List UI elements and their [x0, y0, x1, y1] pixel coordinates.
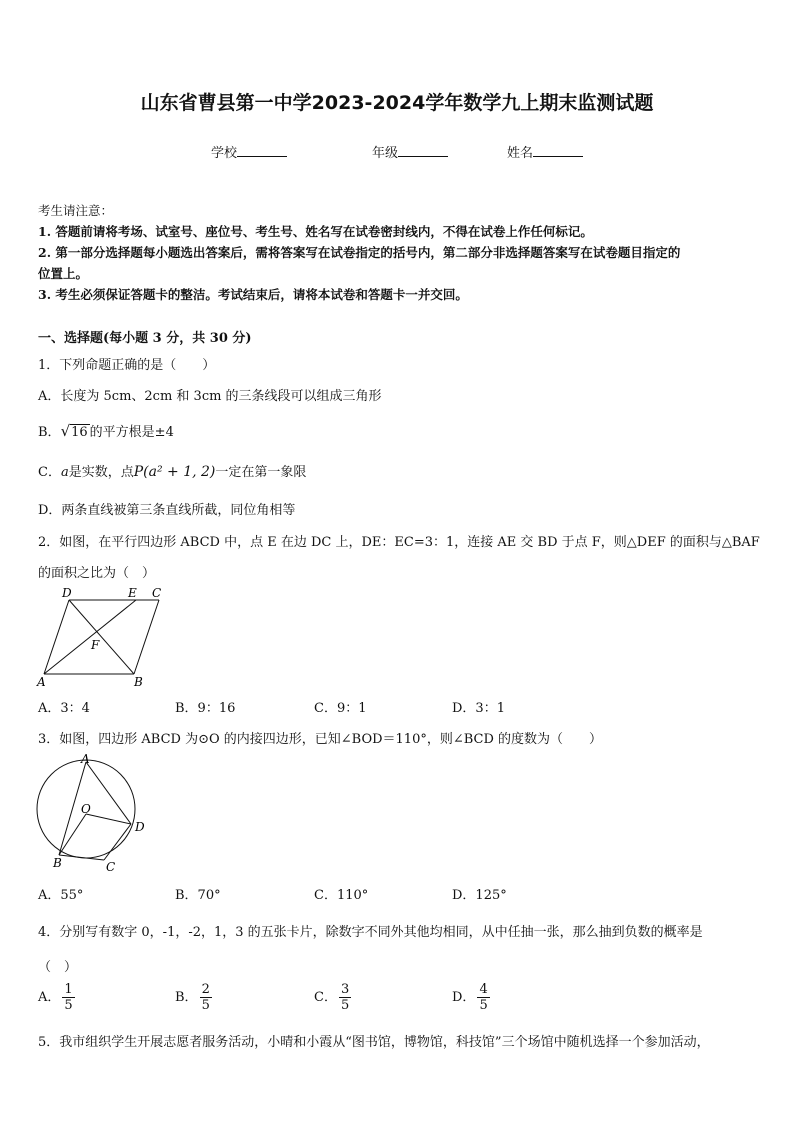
label-D: D: [135, 820, 145, 834]
question-5-stem: 5．我市组织学生开展志愿者服务活动，小晴和小霞从“图书馆，博物馆，科技馆”三个场馆中随机选择一个参加活动，: [38, 1035, 710, 1050]
question-4-option-c: [314, 982, 351, 1013]
label-E: E: [128, 586, 137, 600]
option-c-text: 一定在第一象限: [215, 465, 307, 480]
question-2-option-c: C．9：1: [314, 701, 367, 716]
school-field[interactable]: [211, 142, 287, 161]
numerator: 1: [64, 982, 73, 997]
question-1-option-a: A．长度为 5cm、2cm 和 3cm 的三条线段可以组成三角形: [38, 389, 382, 404]
question-2-stem: 2．如图，在平行四边形 ABCD 中，点 E 在边 DC 上，DE：EC=3：1，连接 AE 交 BD 于点 F，则△DEF 的面积与△BAF: [38, 535, 760, 550]
label-D: D: [62, 586, 72, 600]
question-3-option-d: D．125°: [452, 888, 507, 903]
option-c-letter: C．: [38, 465, 61, 480]
grade-label: 年级: [372, 146, 399, 161]
fraction: [200, 982, 212, 1013]
notice-block: [38, 200, 680, 305]
question-4-option-d: [452, 982, 490, 1013]
fraction: [62, 982, 74, 1013]
option-b-letter: B．: [38, 425, 61, 440]
school-blank[interactable]: [237, 144, 287, 157]
label-B: B: [53, 856, 62, 870]
notice-item: 2. 第一部分选择题每小题选出答案后，需将答案写在试卷指定的括号内，第二部分非选择题答案写在试卷题目指定的: [38, 245, 681, 260]
name-blank[interactable]: [533, 144, 583, 157]
denominator: 5: [201, 998, 210, 1013]
point-expression: P(a² + 1, 2): [133, 464, 216, 480]
page-title: 山东省曹县第一中学2023-2024学年数学九上期末监测试题: [140, 92, 654, 114]
numerator: 3: [340, 982, 350, 997]
question-4-stem-cont: （ ）: [38, 960, 78, 975]
option-c-mid: 是实数，点: [68, 465, 134, 480]
label-A: A: [81, 752, 90, 766]
label-C: C: [106, 860, 116, 874]
question-4-option-a: [38, 982, 75, 1013]
school-label: 学校: [211, 146, 238, 161]
notice-item: 1. 答题前请将考场、试室号、座位号、考生号、姓名写在试卷密封线内，不得在试卷上作任何标记。: [38, 224, 593, 239]
question-4-option-b: [175, 982, 212, 1013]
numerator: 2: [201, 982, 210, 997]
question-2-stem-cont: 的面积之比为（ ）: [38, 566, 156, 581]
denominator: 5: [64, 998, 73, 1013]
sqrt-icon: √: [60, 422, 71, 440]
question-3-option-c: C．110°: [314, 888, 369, 903]
grade-field[interactable]: [372, 142, 448, 161]
question-4-stem: 4．分别写有数字 0，-1，-2，1，3 的五张卡片，除数字不同外其他均相同，从中任抽一张，那么抽到负数的概率是: [38, 925, 703, 940]
question-1-option-d: D．两条直线被第三条直线所截，同位角相等: [38, 503, 296, 518]
question-3-option-a: A．55°: [38, 888, 84, 903]
name-field[interactable]: [507, 142, 583, 161]
variable-a: a: [60, 465, 69, 480]
question-2-option-b: B．9：16: [175, 701, 236, 716]
option-letter: A．: [38, 990, 61, 1005]
option-b-text: 的平方根是±4: [89, 425, 174, 440]
option-letter: B．: [175, 990, 198, 1005]
notice-item: 位置上。: [38, 266, 89, 281]
section-title: 一、选择题(每小题 3 分，共 30 分): [38, 331, 252, 346]
question-1-stem: 1．下列命题正确的是（ ）: [38, 358, 216, 373]
question-3-option-b: B．70°: [175, 888, 221, 903]
label-O: O: [81, 802, 91, 816]
numerator: 4: [479, 982, 488, 997]
label-F: F: [91, 638, 100, 652]
question-2-option-a: A．3：4: [38, 701, 90, 716]
parallelogram-figure: [34, 584, 174, 690]
notice-heading: 考生请注意：: [38, 203, 114, 218]
label-A: A: [37, 675, 46, 689]
radicand: 16: [71, 425, 88, 440]
fraction: [339, 982, 351, 1013]
question-1-option-b: [38, 421, 174, 440]
grade-blank[interactable]: [398, 144, 448, 157]
label-B: B: [134, 675, 143, 689]
denominator: 5: [340, 998, 350, 1013]
notice-item: 3. 考生必须保证答题卡的整洁。考试结束后，请将本试卷和答题卡一并交回。: [38, 287, 468, 302]
option-letter: D．: [452, 990, 476, 1005]
denominator: 5: [479, 998, 488, 1013]
question-1-option-c: [38, 461, 306, 480]
option-letter: C．: [314, 990, 337, 1005]
label-C: C: [152, 586, 162, 600]
fraction: [477, 982, 489, 1013]
question-3-stem: 3．如图，四边形 ABCD 为⊙O 的内接四边形，已知∠BOD＝110°，则∠BCD 的度数为（ ）: [38, 732, 603, 747]
name-label: 姓名: [507, 146, 534, 161]
circle-figure: [34, 750, 164, 878]
question-2-option-d: D．3：1: [452, 701, 505, 716]
